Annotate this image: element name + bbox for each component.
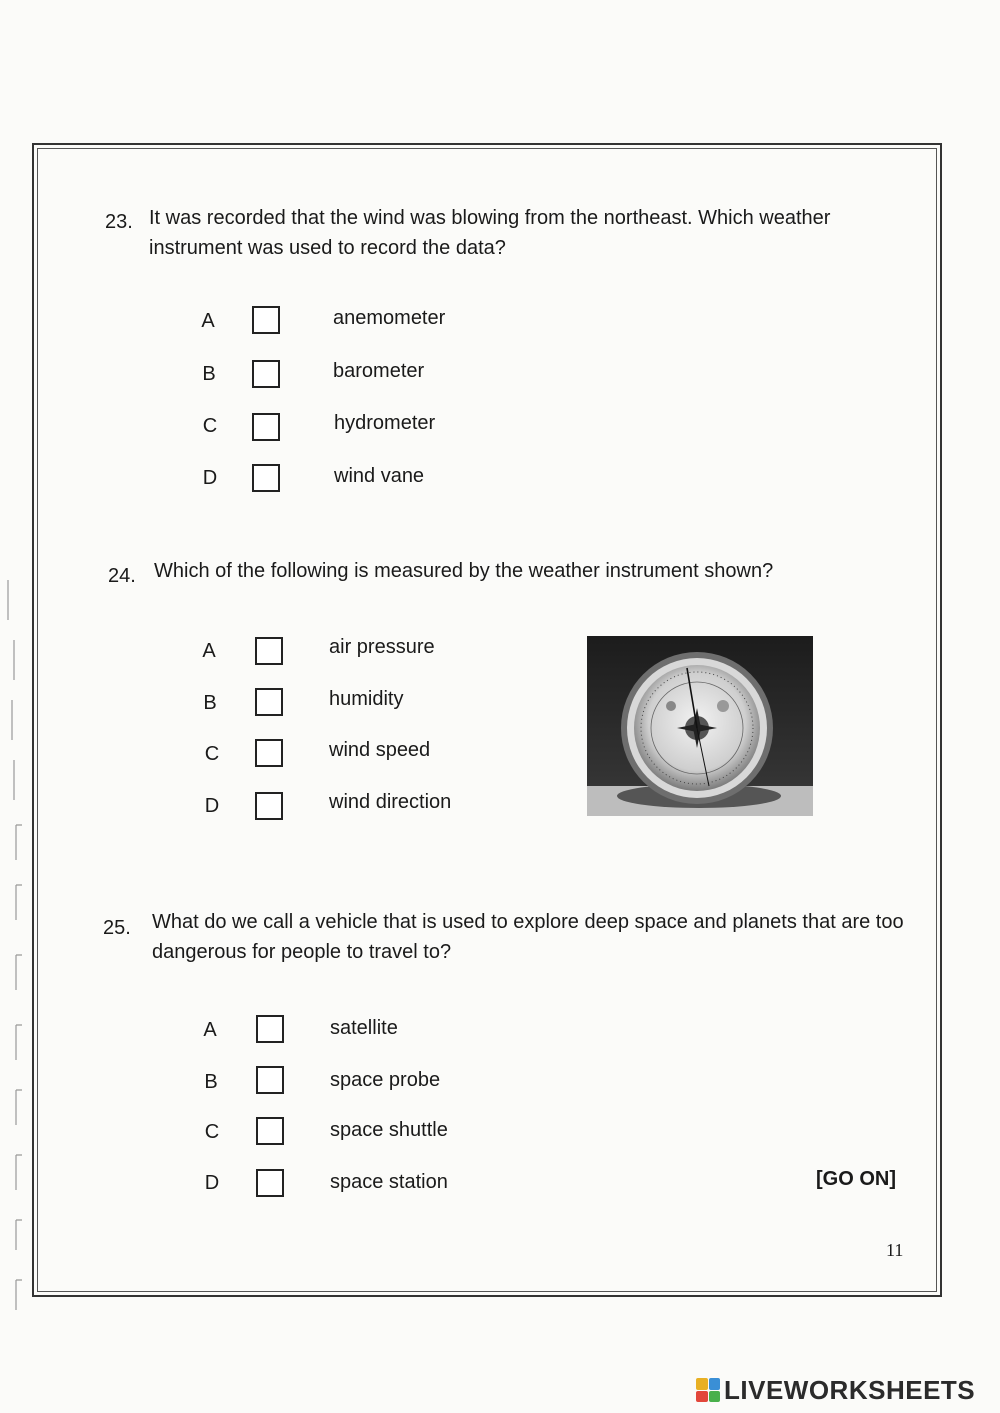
question-number: 25. — [103, 917, 131, 939]
option-letter: D — [202, 467, 218, 489]
option-text: wind speed — [329, 739, 431, 761]
option-text: space station — [330, 1171, 448, 1193]
option-letter: B — [204, 1071, 218, 1093]
binder-margin-marks — [0, 560, 28, 1320]
answer-checkbox-25b[interactable] — [256, 1066, 284, 1094]
option-text: air pressure — [329, 636, 435, 658]
option-letter: C — [204, 1121, 220, 1143]
option-letter: C — [204, 743, 220, 765]
question-text: Which of the following is measured by the weather instrument shown? — [154, 560, 774, 582]
answer-checkbox-24b[interactable] — [255, 688, 283, 716]
brand-name: LIVEWORKSHEETS — [724, 1374, 976, 1405]
option-letter: A — [201, 310, 215, 332]
answer-checkbox-24d[interactable] — [255, 792, 283, 820]
answer-checkbox-23a[interactable] — [252, 306, 280, 334]
liveworksheets-logo-icon — [696, 1378, 720, 1402]
question-number: 23. — [105, 211, 133, 233]
page-number: 11 — [886, 1240, 904, 1260]
option-text: satellite — [330, 1017, 398, 1039]
answer-checkbox-24c[interactable] — [255, 739, 283, 767]
question-text: What do we call a vehicle that is used to explore deep space and planets that are too dangerous for people to travel to? — [152, 911, 904, 963]
barometer-photo — [587, 636, 813, 816]
answer-checkbox-23b[interactable] — [252, 360, 280, 388]
answer-checkbox-23c[interactable] — [252, 413, 280, 441]
answer-checkbox-23d[interactable] — [252, 464, 280, 492]
option-text: anemometer — [333, 307, 446, 329]
option-letter: B — [202, 363, 216, 385]
answer-checkbox-25a[interactable] — [256, 1015, 284, 1043]
option-letter: B — [203, 692, 217, 714]
option-letter: D — [204, 795, 220, 817]
option-text: hydrometer — [334, 412, 436, 434]
option-letter: D — [204, 1172, 220, 1194]
option-text: wind vane — [334, 465, 425, 487]
option-text: wind direction — [329, 791, 452, 813]
option-text: space probe — [330, 1069, 441, 1091]
option-text: space shuttle — [330, 1119, 448, 1141]
option-letter: A — [202, 640, 216, 662]
answer-checkbox-24a[interactable] — [255, 637, 283, 665]
liveworksheets-brand — [696, 1375, 975, 1405]
option-letter: A — [203, 1019, 217, 1041]
option-text: barometer — [333, 360, 425, 382]
option-text: humidity — [329, 688, 404, 710]
option-letter: C — [202, 415, 218, 437]
go-on-label: [GO ON] — [816, 1168, 896, 1190]
answer-checkbox-25c[interactable] — [256, 1117, 284, 1145]
answer-checkbox-25d[interactable] — [256, 1169, 284, 1197]
question-text: It was recorded that the wind was blowing from the northeast. Which weather instrument was used to record the data? — [149, 207, 831, 259]
question-number: 24. — [108, 565, 136, 587]
